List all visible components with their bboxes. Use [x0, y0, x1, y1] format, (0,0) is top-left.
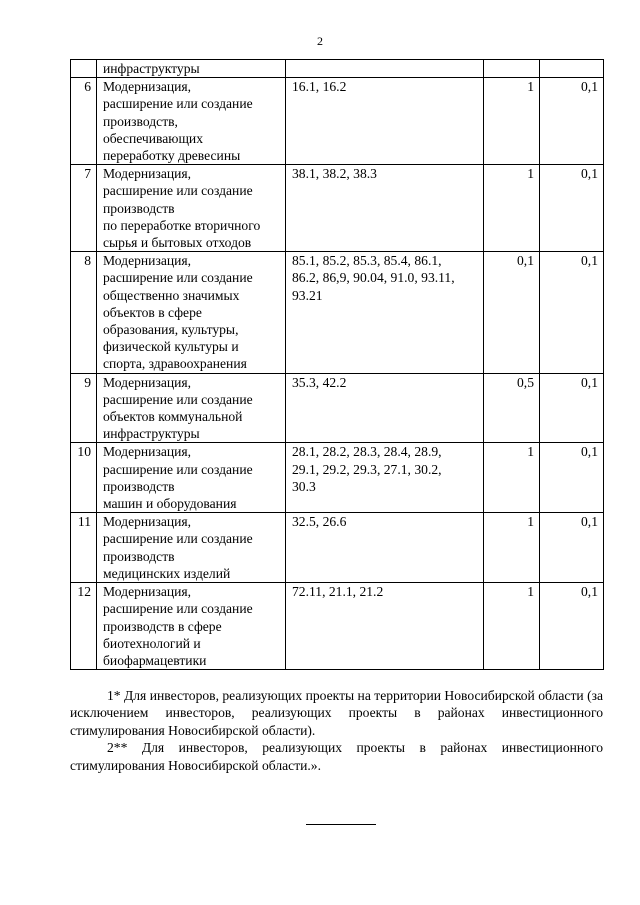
activity-name-line: Модернизация,: [103, 253, 192, 269]
activity-name-line: расширение или создание: [103, 96, 253, 112]
coefficient-2-cell: 0,1: [540, 78, 604, 165]
activity-name-line: расширение или создание: [103, 270, 253, 286]
activity-name-cell: [97, 60, 286, 78]
activity-name-line: Модернизация,: [103, 514, 192, 530]
okved-codes-cell: [286, 583, 484, 670]
row-number: 7: [71, 165, 97, 252]
closing-rule: [306, 824, 376, 825]
activity-name-line: инфраструктуры: [103, 61, 200, 76]
activity-name-cell: [97, 252, 286, 373]
row-number: 11: [71, 513, 97, 583]
coefficient-2-cell: 0,1: [540, 583, 604, 670]
activity-name-line: расширение или создание: [103, 601, 253, 617]
okved-codes-line: 30.3: [292, 478, 316, 494]
activity-name-line: переработку древесины: [103, 148, 241, 164]
activity-name-line: объектов коммунальной: [103, 409, 243, 425]
activity-name-line: Модернизация,: [103, 79, 192, 95]
activity-name-line: расширение или создание: [103, 461, 253, 477]
row-number: 12: [71, 583, 97, 670]
okved-codes-line: 29.1, 29.2, 29.3, 27.1, 30.2,: [292, 461, 442, 477]
okved-codes-line: 72.11, 21.1, 21.2: [292, 584, 384, 600]
okved-codes-cell: [286, 60, 484, 78]
activity-name-line: производств в сфере: [103, 618, 222, 634]
table-row: [71, 443, 604, 513]
activity-name-line: Модернизация,: [103, 374, 192, 390]
okved-codes-line: 28.1, 28.2, 28.3, 28.4, 28.9,: [292, 444, 442, 460]
activity-name-line: производств: [103, 548, 175, 564]
coefficient-1-cell: 1: [484, 443, 540, 513]
activity-name-line: сырья и бытовых отходов: [103, 235, 252, 251]
table-body: [71, 60, 604, 670]
activity-name-line: образования, культуры,: [103, 322, 239, 338]
activity-name-line: Модернизация,: [103, 444, 192, 460]
coefficient-2-cell: 0,1: [540, 165, 604, 252]
coefficient-1-cell: 1: [484, 583, 540, 670]
activity-name-cell: [97, 443, 286, 513]
footnote-1: 1* Для инвесторов, реализующих проекты на территории Новосибирской области (за исключением инвесторов, реализующих проекты в районах инвестиционного стимулирования Новосибирской области).: [70, 688, 603, 738]
activity-name-line: расширение или создание: [103, 391, 253, 407]
okved-codes-cell: [286, 252, 484, 373]
activity-name-cell: [97, 513, 286, 583]
activity-name-cell: [97, 78, 286, 165]
row-number: [71, 60, 97, 78]
row-number: 8: [71, 252, 97, 373]
okved-codes-line: 16.1, 16.2: [292, 79, 347, 95]
table-row: [71, 165, 604, 252]
activity-name-line: по переработке вторичного: [103, 217, 261, 233]
footnotes: [70, 687, 603, 774]
okved-codes-cell: [286, 373, 484, 443]
coefficient-2-cell: [540, 60, 604, 78]
coefficient-1-cell: [484, 60, 540, 78]
table-row: [71, 78, 604, 165]
coefficient-2-cell: 0,1: [540, 443, 604, 513]
coefficient-2-cell: 0,1: [540, 252, 604, 373]
activity-name-cell: [97, 373, 286, 443]
activity-name-line: машин и оборудования: [103, 496, 237, 512]
activity-name-line: Модернизация,: [103, 166, 192, 182]
coefficient-1-cell: 0,5: [484, 373, 540, 443]
coefficient-1-cell: 1: [484, 513, 540, 583]
activity-name-line: производств: [103, 478, 175, 494]
activity-name-line: медицинских изделий: [103, 565, 231, 581]
activity-name-cell: [97, 165, 286, 252]
row-number: 10: [71, 443, 97, 513]
okved-codes-line: 93.21: [292, 287, 323, 303]
activity-name-line: объектов в сфере: [103, 304, 202, 320]
coefficient-2-cell: 0,1: [540, 373, 604, 443]
okved-codes-line: 38.1, 38.2, 38.3: [292, 166, 377, 182]
table-row: [71, 583, 604, 670]
activity-name-cell: [97, 583, 286, 670]
row-number: 6: [71, 78, 97, 165]
row-number: 9: [71, 373, 97, 443]
activity-name-line: спорта, здравоохранения: [103, 356, 247, 372]
activity-name-line: производств: [103, 200, 175, 216]
okved-codes-cell: [286, 165, 484, 252]
okved-codes-line: 86.2, 86,9, 90.04, 91.0, 93.11,: [292, 270, 455, 286]
activity-name-line: инфраструктуры: [103, 426, 200, 442]
coefficient-1-cell: 0,1: [484, 252, 540, 373]
data-table: [70, 59, 604, 670]
okved-codes-line: 35.3, 42.2: [292, 374, 347, 390]
page-number: 2: [317, 34, 323, 48]
activity-name-line: биофармацевтики: [103, 652, 207, 668]
table-row: [71, 513, 604, 583]
activity-name-line: биотехнологий и: [103, 635, 201, 651]
coefficient-2-cell: 0,1: [540, 513, 604, 583]
table-row: [71, 252, 604, 373]
table-row: [71, 60, 604, 78]
activity-name-line: производств,: [103, 113, 178, 129]
activity-name-line: общественно значимых: [103, 287, 240, 303]
activity-name-line: физической культуры и: [103, 339, 239, 355]
activity-name-line: Модернизация,: [103, 584, 192, 600]
okved-codes-cell: [286, 443, 484, 513]
okved-codes-line: 85.1, 85.2, 85.3, 85.4, 86.1,: [292, 253, 442, 269]
activity-name-line: расширение или создание: [103, 183, 253, 199]
okved-codes-cell: [286, 513, 484, 583]
okved-codes-line: 32.5, 26.6: [292, 514, 347, 530]
activity-name-line: расширение или создание: [103, 531, 253, 547]
okved-codes-cell: [286, 78, 484, 165]
coefficient-1-cell: 1: [484, 78, 540, 165]
table-row: [71, 373, 604, 443]
activity-name-line: обеспечивающих: [103, 130, 203, 146]
footnote-2: 2** Для инвесторов, реализующих проекты в районах инвестиционного стимулирования Новосибирской области.».: [70, 740, 603, 773]
coefficient-1-cell: 1: [484, 165, 540, 252]
